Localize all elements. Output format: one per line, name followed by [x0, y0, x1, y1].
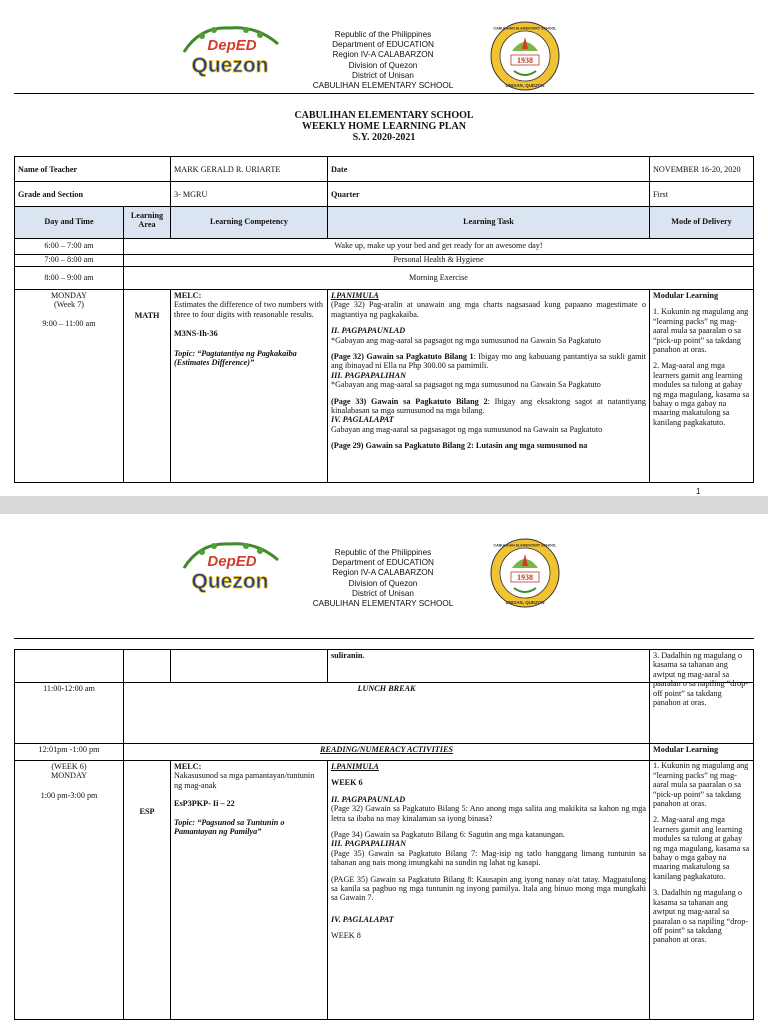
hdr-republic: Republic of the Philippines [334, 30, 432, 39]
math-mode: Modular Learning [653, 291, 719, 300]
math-task-gawain2-title: (Page 33) Gawain sa Pagkatuto Bilang 2 [331, 396, 488, 406]
logo-quezon-text: Quezon [191, 54, 269, 77]
quarter-label: Quarter [331, 190, 360, 199]
math-week: (Week 7) [53, 300, 85, 310]
esp-task-week8: WEEK 8 [331, 931, 361, 941]
esp-task-pagpapalihan: III. PAGPAPALIHAN [331, 839, 407, 849]
table-grid-line [14, 266, 754, 267]
quarter-value: First [653, 190, 669, 199]
hdr-region: Region IV-A CALABARZON [332, 50, 434, 60]
col-task: Learning Task [328, 207, 649, 238]
math-topic: Topic: “Pagtatantiya ng Pagkakaiba (Estimates Difference)” [174, 348, 297, 368]
date-label: Date [331, 165, 348, 174]
math-delivery [650, 290, 753, 482]
reading-activities: READING/NUMERACY ACTIVITIES [320, 745, 453, 754]
math-melc-label: MELC: [174, 291, 202, 300]
title-sy: S.Y. 2020-2021 [352, 132, 416, 143]
lunch-break: LUNCH BREAK [357, 684, 416, 693]
math-task-p4: Gabayan ang mag-aaral sa pagsasagot ng mga sumusunod na Gawain sa Pagkatuto [331, 424, 603, 434]
letterhead-2 [0, 514, 768, 608]
deped-quezon-logo [180, 538, 282, 598]
esp-time: 1:00 pm-3:00 pm [40, 790, 98, 800]
math-mode-step1: 1. Kukunin ng magulang ang “learning packs” ng mag-aaral mula sa paaralan o sa “pick-up point” sa takdang panahon at oras. [653, 307, 749, 355]
table-grid-line [170, 649, 171, 683]
hdr-district: District of Unisan [352, 70, 414, 80]
seal-year: 1938 [517, 56, 533, 65]
seal-year: 1938 [517, 573, 533, 582]
esp-day-time [15, 761, 123, 1019]
table-grid-line [14, 238, 754, 239]
math-task-gawain1 [331, 352, 646, 371]
school-seal [490, 21, 560, 91]
esp-delivery [650, 744, 753, 1019]
esp-task-gawain7: (Page 35) Gawain sa Pagkatuto Bilang 7: Mag-isip ng tatlo hanggang limang tuntunin sa tahanan ang nais mong imungkahi na sundin ng lahat ng kasapi. [331, 848, 646, 868]
date-value: NOVEMBER 16-20, 2020 [653, 165, 741, 174]
table-grid-line [753, 649, 754, 1020]
math-area: MATH [134, 311, 160, 320]
hdr-division: Division of Quezon [348, 578, 418, 588]
letterhead [0, 0, 768, 94]
math-task-gawain1-text: : Ibigay mo ang kabuuang pantantiya sa sukli gamit ang ibinayad ni Ella na Php 300.00 sa pamimili. [331, 352, 647, 371]
esp-code: EsP3PKP- Ii – 22 [174, 799, 235, 809]
col-competency: Learning Competency [171, 207, 327, 238]
esp-task-paglalapat: IV. PAGLALAPAT [331, 914, 394, 924]
math-mode-step2: 2. Mag-aaral ang mga learners gamit ang learning modules sa tulong at gabay ng mga magulang, kasama sa bahay o mga gabay na maaring makatulong sa kanilang pagkakatuto. [653, 361, 750, 427]
esp-task-gawain5: (Page 32) Gawain sa Pagkatuto Bilang 5: Ano anong mga salita ang makikita sa kahon ng mga letra sa ibaba na may kinalaman sa iyong binasa? [331, 804, 646, 823]
letterhead-text [290, 30, 476, 91]
school-seal [490, 538, 560, 608]
continued-task: suliranin. [331, 651, 365, 660]
table-grid-line [14, 482, 754, 483]
math-task-gawain2-text: : Ibigay ang eksaktong sagot at natantiyang kinalabasan sa mga sumusunod na mga bilang. [331, 396, 646, 416]
esp-task-gawain8: (PAGE 35) Gawain sa Pagkatuto Bilang 8: Kausapin ang iyong nanay o/at tatay. Magpatulong sa kanila sa pagbuo ng mga tuntunin ng inyong pamilya. Itala ang binuo mong mga mungkahi sa Gawain 7. [331, 874, 646, 903]
math-task-p1: (Page 32) Pag-aralin at unawain ang mga charts nagsasaad kung papaano magestimate o magtantiya ng pagkakaiba. [331, 300, 646, 319]
esp-melc-label: MELC: [174, 762, 202, 771]
grade-label: Grade and Section [18, 190, 84, 199]
math-task-gawain1-title: (Page 32) Gawain sa Pagkatuto Bilang 1 [331, 352, 474, 362]
math-melc-text: Estimates the difference of two numbers with three to four digits with reasonable results. [174, 300, 324, 319]
hdr-school: CABULIHAN ELEMENTARY SCHOOL [312, 81, 454, 91]
hdr-school: CABULIHAN ELEMENTARY SCHOOL [312, 599, 454, 609]
page-1 [0, 0, 768, 496]
math-task-panimula: I.PANIMULA [331, 291, 379, 300]
document-title [0, 110, 768, 143]
esp-melc-text: Nakasusunod sa mga pamantayan/tuntunin ng mag-anak [174, 771, 315, 790]
seal-ring-text: CABULIHAN ELEMENTARY SCHOOL [493, 543, 557, 548]
col-learning-area: Learning Area [124, 207, 170, 238]
col-delivery: Mode of Delivery [650, 207, 753, 238]
hdr-region: Region IV-A CALABARZON [332, 568, 434, 578]
math-task-paglalapat: IV. PAGLALAPAT [331, 415, 394, 425]
math-task [328, 290, 649, 482]
esp-competency [171, 761, 327, 1019]
letterhead-rule [14, 93, 754, 94]
routine-time-3: 8:00 – 9:00 am [44, 273, 94, 282]
routine-activity-3: Morning Exercise [409, 273, 468, 282]
math-day: MONDAY [50, 291, 88, 300]
math-competency [171, 290, 327, 482]
seal-bottom-text: UNISAN, QUEZON [505, 83, 545, 88]
esp-task-pagpapaunlad: II. PAGPAPAUNLAD [331, 794, 406, 804]
math-task-gawain3: (Page 29) Gawain sa Pagkatuto Bilang 2: Lutasin ang mga sumusunod na [331, 441, 588, 451]
hdr-department: Department of EDUCATION [332, 558, 434, 568]
grade-value: 3- MGRU [174, 190, 208, 199]
hdr-department: Department of EDUCATION [332, 40, 434, 50]
esp-mode-step3: 3. Dadalhin ng magulang o kasama sa tahanan ang awtput ng mag-aaral sa paaralan o sa napiling “drop-off point” sa takdang panahon at oras. [653, 888, 749, 945]
logo-deped-text: DepED [207, 553, 257, 570]
esp-day: MONDAY [50, 771, 88, 781]
page-2 [0, 514, 768, 1024]
teacher-value: MARK GERALD R. URIARTE [174, 165, 281, 174]
esp-task-week6: WEEK 6 [331, 778, 363, 788]
esp-task [328, 761, 649, 1019]
esp-mode: Modular Learning [653, 745, 719, 754]
routine-time-1: 6:00 – 7:00 am [44, 241, 94, 250]
math-task-p3: *Gabayan ang mag-aaral sa pagsagot ng mga sumusunod na Gawain Sa Pagkatuto [331, 380, 601, 390]
hdr-division: Division of Quezon [348, 60, 418, 70]
title-plan: WEEKLY HOME LEARNING PLAN [301, 121, 466, 132]
continued-delivery: 3. Dadalhin ng magulang o kasama sa tahanan ang awtput ng mag-aaral sa paaralan o sa napiling “drop-off point” sa takdang panahon at oras. [653, 651, 749, 708]
table-grid-line [753, 156, 754, 483]
routine-activity-1: Wake up, make up your bed and get ready for an awesome day! [334, 241, 543, 250]
col-day-time: Day and Time [15, 207, 123, 238]
routine-time-2: 7:00 – 8:00 am [44, 255, 94, 264]
math-day-time [15, 290, 123, 482]
esp-task-panimula: I.PANIMULA [331, 762, 379, 771]
logo-deped-text: DepED [207, 37, 257, 54]
letterhead-rule-2 [14, 638, 754, 639]
table-grid-line [14, 1019, 754, 1020]
esp-mode-step2: 2. Mag-aaral ang mga learners gamit ang learning modules sa tulong at gabay ng mga magulang, kasama sa bahay o mga gabay na maaring makatulong sa kanilang pagkakatuto. [653, 815, 750, 881]
esp-area: ESP [139, 807, 155, 816]
math-time: 9:00 – 11:00 am [42, 318, 96, 328]
lunch-time: 11:00-12:00 am [43, 684, 95, 693]
esp-topic: Topic: “Pagsunod sa Tuntunin o Pamantayan ng Pamilya” [174, 817, 285, 837]
teacher-label: Name of Teacher [18, 165, 78, 174]
esp-task-gawain6: (Page 34) Gawain sa Pagkatuto Bilang 6: Sagutin ang mga katanungan. [331, 830, 565, 840]
seal-ring-text: CABULIHAN ELEMENTARY SCHOOL [493, 26, 557, 31]
deped-quezon-logo [180, 22, 282, 82]
logo-quezon-text: Quezon [191, 570, 269, 593]
letterhead-text-2 [290, 548, 476, 609]
math-task-pagpapaunlad: II. PAGPAPAUNLAD [331, 326, 406, 336]
reading-time: 12:01pm -1:00 pm [38, 745, 100, 754]
routine-activity-2: Personal Health & Hygiene [393, 255, 484, 264]
esp-week: (WEEK 6) [51, 762, 87, 771]
title-school: CABULIHAN ELEMENTARY SCHOOL [294, 110, 474, 121]
seal-bottom-text: UNISAN, QUEZON [505, 600, 545, 605]
math-task-p2: *Gabayan ang mag-aaral sa pagsagot ng mga sumusunod na Gawain Sa Pagkatuto [331, 335, 601, 345]
esp-mode-step1: 1. Kukunin ng magulang ang “learning packs” ng mag-aaral mula sa paaralan o sa “pick-up point” sa takdang panahon at oras. [653, 761, 749, 809]
math-code: M3NS-Ih-36 [174, 329, 218, 339]
hdr-republic: Republic of the Philippines [334, 548, 432, 557]
page-number: 1 [696, 487, 701, 496]
math-task-pagpapalihan: III. PAGPAPALIHAN [331, 370, 407, 380]
hdr-district: District of Unisan [352, 588, 414, 598]
math-task-gawain2 [331, 397, 646, 416]
